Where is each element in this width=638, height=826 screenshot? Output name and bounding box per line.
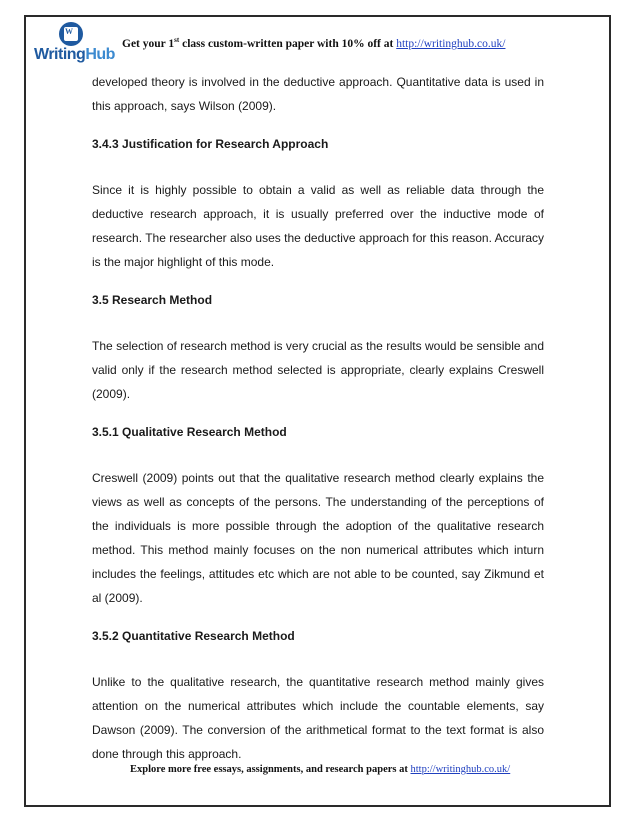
footer-link[interactable]: http://writinghub.co.uk/ (410, 764, 511, 775)
document-body (92, 70, 544, 766)
logo-wordmark-part2: Hub (85, 46, 115, 63)
header-sup: st (174, 36, 180, 44)
paragraph: Since it is highly possible to obtain a valid as well as reliable data through the deductive research approach, it is usually preferred over the inductive mode of research. The researcher also uses the deductive approach for this reason. Accuracy is the major highlight of this mode. (92, 183, 544, 269)
paragraph: Unlike to the qualitative research, the quantitative research method mainly gives attention on the numerical attributes which include the countable elements, say Dawson (2009). The conversion of the arithmetical format to the text format is also done through this approach. (92, 675, 544, 761)
footer-text: Explore more free essays, assignments, and research papers at (130, 764, 411, 775)
section-heading: 3.5 Research Method (92, 293, 213, 307)
writinghub-logo (32, 22, 115, 70)
header-prefix: Get your 1 (122, 37, 175, 50)
page-footer (130, 764, 550, 775)
logo-badge-letter: W (65, 27, 73, 36)
logo-wordmark-part1: Writing (34, 46, 86, 63)
section-heading: 3.5.2 Quantitative Research Method (92, 629, 295, 643)
section-heading: 3.5.1 Qualitative Research Method (92, 425, 287, 439)
page-header (122, 36, 592, 50)
paragraph: The selection of research method is very crucial as the results would be sensible and valid only if the research method selected is appropriate, clearly explains Creswell (2009). (92, 339, 544, 401)
paragraph: developed theory is involved in the deductive approach. Quantitative data is used in this approach, says Wilson (2009). (92, 75, 544, 113)
paragraph: Creswell (2009) points out that the qualitative research method clearly explains the views as well as concepts of the persons. The understanding of the perceptions of the individuals is more possible through the adoption of the qualitative research method. This method mainly focuses on the non numerical attributes which inturn includes the feelings, attitudes etc which are not able to be counted, say Zikmund et al (2009). (92, 471, 544, 605)
logo-wordmark (34, 46, 115, 64)
header-link[interactable]: http://writinghub.co.uk/ (396, 37, 506, 50)
logo-badge-icon (59, 22, 83, 46)
section-heading: 3.4.3 Justification for Research Approach (92, 137, 329, 151)
header-suffix: class custom-written paper with 10% off at (179, 37, 397, 50)
